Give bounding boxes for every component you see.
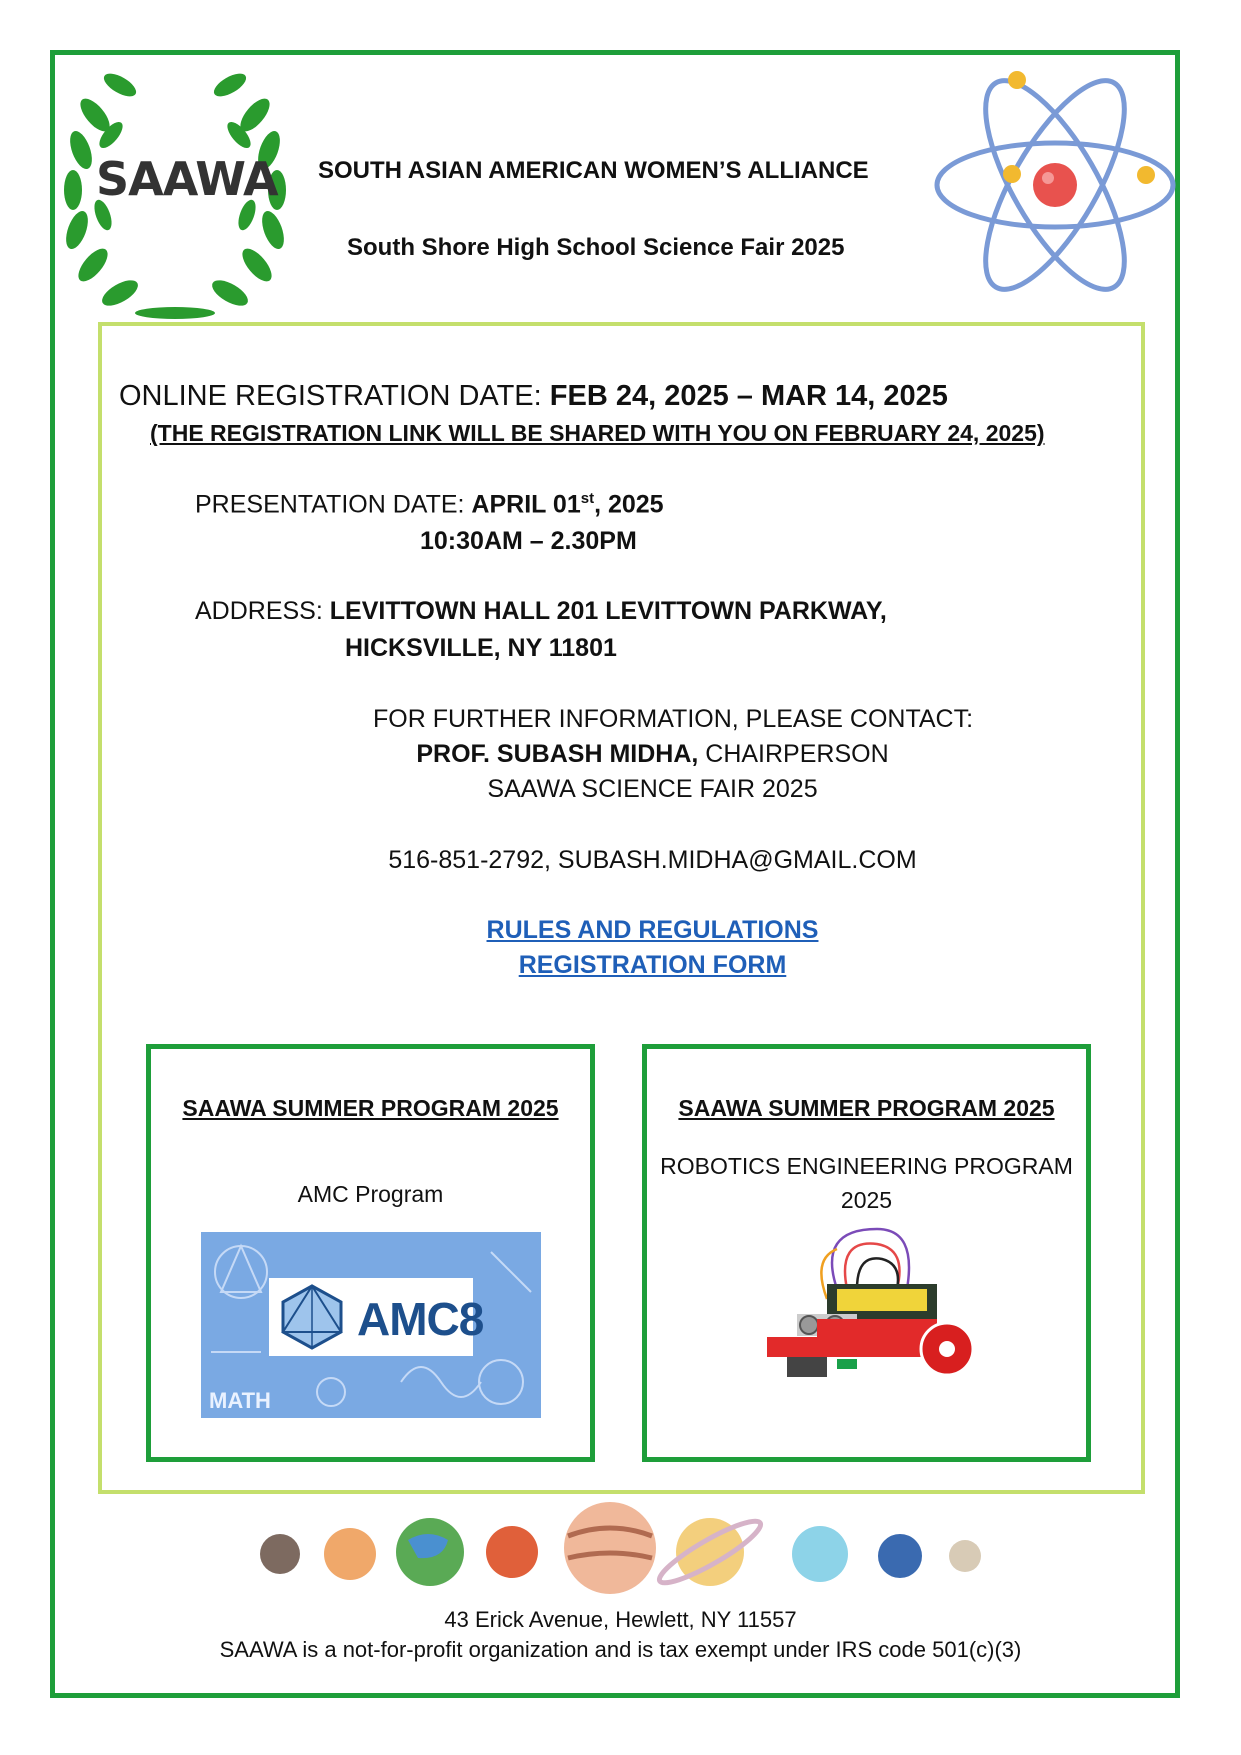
program-box-amc xyxy=(146,1044,595,1462)
amc8-image xyxy=(201,1232,541,1418)
logo-text: SAAWA xyxy=(96,152,278,206)
atom-icon xyxy=(930,60,1180,315)
registration-line: ONLINE REGISTRATION DATE: FEB 24, 2025 – MAR 14, 2025 xyxy=(119,380,948,412)
contact-name: PROF. SUBASH MIDHA, CHAIRPERSON xyxy=(416,740,889,768)
robot-car-image xyxy=(757,1219,987,1409)
program-title: SAAWA SUMMER PROGRAM 2025 xyxy=(182,1095,559,1121)
contact-org: SAAWA SCIENCE FAIR 2025 xyxy=(487,775,818,803)
program-title: SAAWA SUMMER PROGRAM 2025 xyxy=(678,1095,1055,1121)
amc8-logo-card xyxy=(269,1278,484,1356)
rules-link[interactable]: RULES AND REGULATIONS xyxy=(486,916,819,944)
math-caption: MATH xyxy=(209,1388,271,1413)
footer-address: 43 Erick Avenue, Hewlett, NY 11557 xyxy=(444,1607,797,1632)
program-box-robotics xyxy=(642,1044,1091,1462)
contact-intro: FOR FURTHER INFORMATION, PLEASE CONTACT: xyxy=(373,705,974,733)
registration-form-link-row xyxy=(32,951,1241,980)
presentation-time: 10:30AM – 2.30PM xyxy=(420,527,637,555)
amc8-logo-text: AMC8 xyxy=(357,1293,484,1345)
address-line-2: HICKSVILLE, NY 11801 xyxy=(345,634,617,662)
planets-illustration xyxy=(250,1500,990,1600)
event-title: South Shore High School Science Fair 2025 xyxy=(347,234,845,261)
program-name: AMC Program xyxy=(297,1181,444,1207)
org-name: SOUTH ASIAN AMERICAN WOMEN’S ALLIANCE xyxy=(318,157,869,184)
footer-tax-note: SAAWA is a not-for-profit organization and is tax exempt under IRS code 501(c)(3) xyxy=(219,1637,1022,1662)
rules-link-row xyxy=(32,916,1241,945)
presentation-date: PRESENTATION DATE: APRIL 01st, 2025 xyxy=(195,490,664,519)
program-name: ROBOTICS ENGINEERING PROGRAM 2025 xyxy=(660,1153,1073,1213)
address-line-1: ADDRESS: LEVITTOWN HALL 201 LEVITTOWN PARKWAY, xyxy=(195,597,887,625)
registration-form-link[interactable]: REGISTRATION FORM xyxy=(518,951,787,979)
contact-phone-email: 516-851-2792, SUBASH.MIDHA@GMAIL.COM xyxy=(388,846,917,874)
registration-note: (THE REGISTRATION LINK WILL BE SHARED WITH YOU ON FEBRUARY 24, 2025) xyxy=(150,420,1045,446)
amc-polyhedron-icon xyxy=(277,1282,347,1352)
